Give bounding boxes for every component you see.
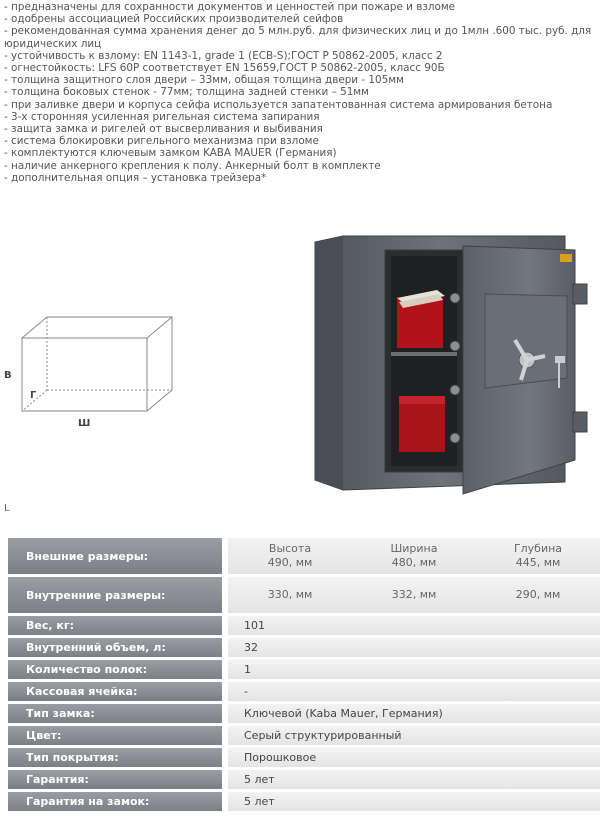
- color-value: Серый структурированный: [228, 726, 600, 745]
- box-dimension-icon: [0, 300, 190, 440]
- warranty-value: 5 лет: [228, 770, 600, 789]
- feature-item: - система блокировки ригельного механизма при взломе: [4, 135, 319, 148]
- feature-item: - одобрены ассоциацией Российских производителей сейфов: [4, 13, 344, 26]
- dimension-diagram: [0, 300, 190, 440]
- coating-value: Порошковое: [228, 748, 600, 767]
- outer-dims-label: Внешние размеры:: [8, 538, 222, 574]
- feature-item: - устойчивость к взлому: EN 1143-1, grade 1 (ECB-S);ГОСТ Р 50862-2005, класс 2: [4, 49, 443, 62]
- feature-item: - толщина защитного слоя двери – 33мм, общая толщина двери - 105мм: [4, 74, 404, 87]
- color-label: Цвет:: [8, 726, 222, 745]
- depth-value: 445, мм: [515, 556, 561, 569]
- volume-value: 32: [228, 638, 600, 657]
- shelves-label: Количество полок:: [8, 660, 222, 679]
- table-row: [8, 726, 600, 745]
- feature-item: - комплектуются ключевым замком KABA MAUER (Германия): [4, 147, 337, 160]
- feature-item: юридических лиц: [4, 37, 102, 50]
- feature-item: - защита замка и ригелей от высверливания и выбивания: [4, 123, 323, 136]
- outer-dims-value: [228, 538, 600, 574]
- height-value: 490, мм: [267, 556, 313, 569]
- table-row: [8, 792, 600, 811]
- weight-label: Вес, кг:: [8, 616, 222, 635]
- lock-warranty-label: Гарантия на замок:: [8, 792, 222, 811]
- cash-cell-label: Кассовая ячейка:: [8, 682, 222, 701]
- feature-item: - 3-х сторонняя усиленная ригельная система запирания: [4, 110, 320, 123]
- safe-illustration: [305, 228, 600, 500]
- feature-item: - огнестойкость: LFS 60P соответствует EN 15659,ГОСТ Р 50862-2005, класс 90Б: [4, 62, 445, 75]
- feature-item: - при заливке двери и корпуса сейфа используется запатентованная система армирования бетона: [4, 98, 553, 111]
- spec-table: [8, 535, 600, 814]
- width-heading: Ширина: [390, 542, 438, 555]
- inner-width: 332, мм: [391, 588, 437, 601]
- feature-item: - толщина боковых стенок - 77мм; толщина задней стенки – 51мм: [4, 86, 369, 99]
- feature-item: - предназначены для сохранности документов и ценностей при пожаре и взломе: [4, 1, 456, 13]
- table-row: [8, 748, 600, 767]
- coating-label: Тип покрытия:: [8, 748, 222, 767]
- lock-type-label: Тип замка:: [8, 704, 222, 723]
- height-label: В: [4, 370, 12, 381]
- lock-warranty-value: 5 лет: [228, 792, 600, 811]
- stray-mark: L: [4, 503, 10, 514]
- inner-height: 330, мм: [267, 588, 313, 601]
- table-row: [8, 660, 600, 679]
- depth-heading: Глубина: [513, 542, 563, 555]
- table-row: [8, 682, 600, 701]
- table-row: [8, 616, 600, 635]
- lock-type-value: Ключевой (Kaba Mauer, Германия): [228, 704, 600, 723]
- feature-item: - дополнительная опция – установка трейзера*: [4, 171, 267, 184]
- weight-value: 101: [228, 616, 600, 635]
- outer-depth: [476, 542, 600, 570]
- volume-label: Внутренний объем, л:: [8, 638, 222, 657]
- table-row: [8, 538, 600, 574]
- table-row: [8, 770, 600, 789]
- feature-list: [4, 1, 596, 184]
- table-row: [8, 704, 600, 723]
- width-label: Ш: [78, 418, 91, 429]
- table-row: [8, 577, 600, 613]
- warranty-label: Гарантия:: [8, 770, 222, 789]
- feature-item: - рекомендованная сумма хранения денег до 5 млн.руб. для физических лиц и до 1млн .600 тыс. руб. для: [4, 25, 592, 38]
- outer-height: [228, 542, 352, 570]
- inner-dims-label: Внутренние размеры:: [8, 577, 222, 613]
- cash-cell-value: -: [228, 682, 600, 701]
- inner-depth: 290, мм: [515, 588, 561, 601]
- width-value: 480, мм: [391, 556, 437, 569]
- safe-image: [305, 228, 600, 500]
- feature-item: - наличие анкерного крепления к полу. Анкерный болт в комплекте: [4, 159, 381, 172]
- depth-label: Г: [30, 390, 37, 401]
- shelves-value: 1: [228, 660, 600, 679]
- table-row: [8, 638, 600, 657]
- height-heading: Высота: [268, 542, 312, 555]
- outer-width: [352, 542, 476, 570]
- inner-dims-value: [228, 577, 600, 613]
